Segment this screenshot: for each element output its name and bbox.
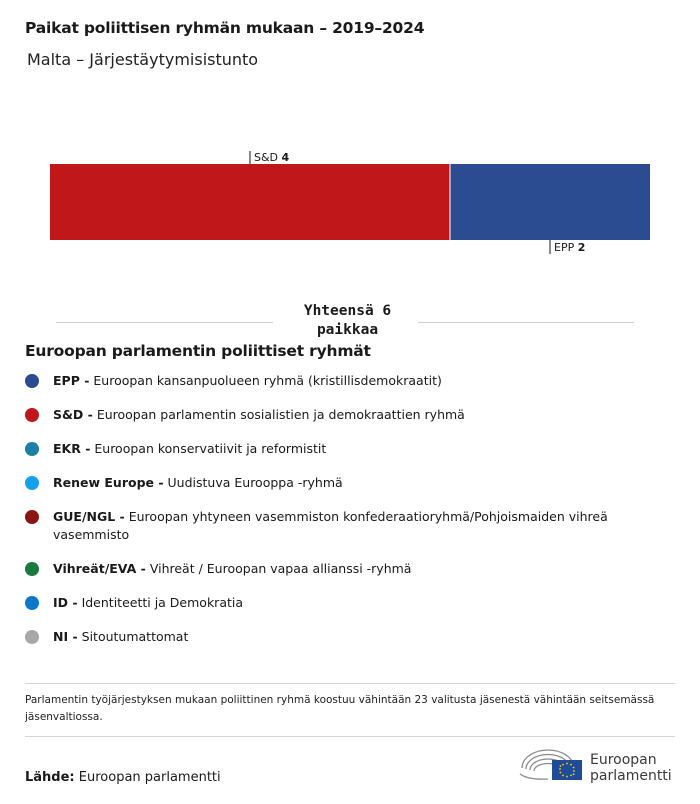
legend-group-abbr: ID - <box>53 595 78 610</box>
bar-segment-s-d <box>50 164 450 240</box>
total-divider-left <box>56 322 273 323</box>
divider-top <box>25 683 675 684</box>
legend-item <box>25 628 635 646</box>
logo-wordmark <box>590 752 672 784</box>
legend-item <box>25 406 635 424</box>
legend-color-dot <box>25 510 39 524</box>
legend-list <box>25 372 635 662</box>
legend-color-dot <box>25 408 39 422</box>
legend-color-dot <box>25 596 39 610</box>
total-divider-right <box>418 322 634 323</box>
legend-color-dot <box>25 630 39 644</box>
source-label: Lähde: <box>25 770 75 785</box>
legend-group-desc: Vihreät / Euroopan vapaa allianssi -ryhmä <box>149 561 412 576</box>
legend-color-dot <box>25 476 39 490</box>
bar-value-label: EPP 2 <box>554 241 586 254</box>
legend-group-desc: Euroopan konservatiivit ja reformistit <box>94 441 327 456</box>
legend-group-desc: Sitoutumattomat <box>81 629 189 644</box>
chart-subtitle: Malta – Järjestäytymisistunto <box>27 50 259 69</box>
legend-color-dot <box>25 374 39 388</box>
total-seats-line-2: paikkaa <box>316 322 379 338</box>
legend-group-desc: Uudistuva Eurooppa -ryhmä <box>167 475 343 490</box>
footnote: Parlamentin työjärjestyksen mukaan poliittinen ryhmä koostuu vähintään 23 valitusta jäsenestä vähintään seitsemässä jäsenvaltiossa. <box>25 694 655 723</box>
legend-item <box>25 560 635 578</box>
european-parliament-logo-icon <box>518 744 584 784</box>
total-seats-label <box>275 302 420 340</box>
source-value: Euroopan parlamentti <box>78 770 221 785</box>
bar-value-label: S&D 4 <box>254 151 290 164</box>
legend-group-desc: Euroopan kansanpuolueen ryhmä (kristillisdemokraatit) <box>93 373 442 388</box>
legend-group-abbr: S&D - <box>53 407 93 422</box>
legend-group-abbr: EKR - <box>53 441 91 456</box>
legend-group-abbr: EPP - <box>53 373 90 388</box>
legend-item <box>25 594 635 612</box>
legend-group-desc: Euroopan parlamentin sosialistien ja demokraattien ryhmä <box>96 407 465 422</box>
total-seats-line-1: Yhteensä 6 <box>303 303 392 319</box>
chart-title: Paikat poliittisen ryhmän mukaan – 2019–2024 <box>25 19 425 37</box>
legend-heading: Euroopan parlamentin poliittiset ryhmät <box>25 342 371 360</box>
legend-group-abbr: Renew Europe - <box>53 475 164 490</box>
legend-item <box>25 474 635 492</box>
source-line <box>25 770 221 785</box>
legend-group-abbr: NI - <box>53 629 78 644</box>
bar-segment-epp <box>450 164 650 240</box>
legend-item <box>25 440 635 458</box>
legend-group-abbr: Vihreät/EVA - <box>53 561 146 576</box>
logo-line-1: Euroopan <box>590 752 657 768</box>
legend-item <box>25 508 635 544</box>
legend-group-abbr: GUE/NGL - <box>53 509 125 524</box>
divider-bottom <box>25 736 675 737</box>
legend-color-dot <box>25 442 39 456</box>
logo-line-2: parlamentti <box>590 768 672 784</box>
legend-group-desc: Identiteetti ja Demokratia <box>81 595 244 610</box>
legend-item <box>25 372 635 390</box>
legend-color-dot <box>25 562 39 576</box>
legend-group-desc: Euroopan yhtyneen vasemmiston konfederaatioryhmä/Pohjoismaiden vihreä vasemmisto <box>53 509 608 542</box>
seat-bar-chart <box>0 140 700 270</box>
